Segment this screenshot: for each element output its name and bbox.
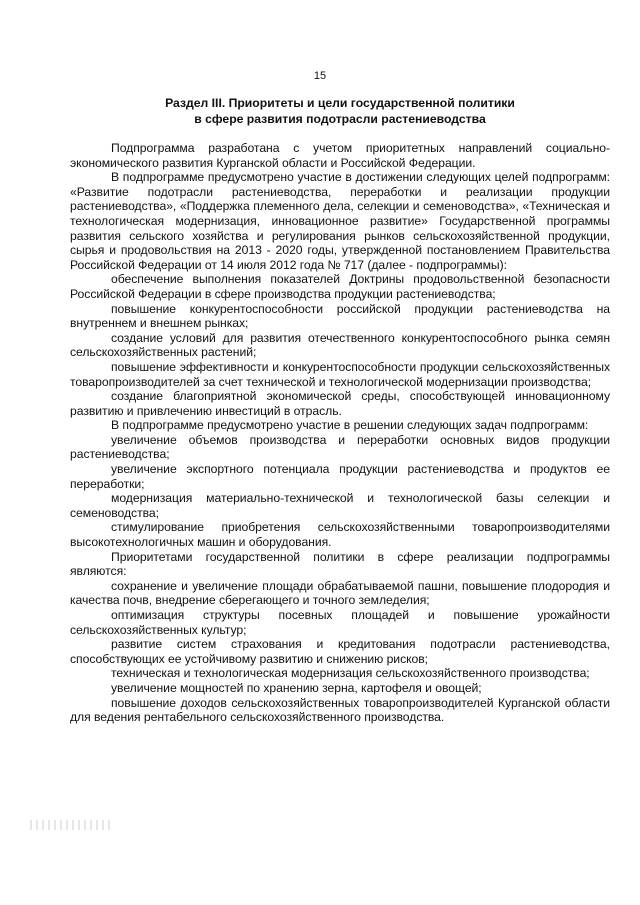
paragraph: развитие систем страхования и кредитования подотрасли растениеводства, способствующих ее устойчивому развитию и снижению рисков;: [70, 637, 610, 666]
paragraph: Приоритетами государственной политики в сфере реализации подпрограммы являются:: [70, 549, 610, 579]
paragraph: обеспечение выполнения показателей Доктрины продовольственной безопасности Российской Федерации в сфере производства продукции растениеводства;: [70, 272, 610, 301]
page-number: 15: [313, 70, 327, 82]
paragraph: повышение доходов сельскохозяйственных товаропроизводителей Курганской области для ведения рентабельного сельскохозяйственного производства.: [70, 695, 610, 725]
paragraph: Подпрограмма разработана с учетом приоритетных направлений социально-экономического развития Курганской области и Российской Федерации.: [70, 141, 610, 170]
paragraph: создание благоприятной экономической среды, способствующей инновационному развитию и привлечению инвестиций в отрасль.: [70, 389, 610, 418]
paragraph: повышение эффективности и конкурентоспособности продукции сельскохозяйственных товаропроизводителей за счет технической и технологической модернизации производства;: [70, 359, 610, 389]
paragraph: создание условий для развития отечественного конкурентоспособного рынка семян сельскохозяйственных растений;: [70, 330, 610, 360]
paragraph: модернизация материально-технической и технологической базы селекции и семеноводства;: [70, 491, 610, 520]
paragraph: техническая и технологическая модернизация сельскохозяйственного производства;: [111, 666, 590, 681]
section-heading-line-2: в сфере развития подотрасли растениеводства: [194, 112, 486, 126]
section-heading: [70, 95, 610, 127]
section-heading-line-1: Раздел III. Приоритеты и цели государственной политики: [165, 96, 515, 110]
paragraph: В подпрограмме предусмотрено участие в решении следующих задач подпрограмм:: [111, 418, 589, 433]
paragraph: увеличение экспортного потенциала продукции растениеводства и продуктов ее переработки;: [70, 462, 610, 491]
paragraph: стимулирование приобретения сельскохозяйственными товаропроизводителями высокотехнологичных машин и оборудования.: [70, 520, 610, 550]
document-body: [70, 141, 610, 725]
paragraph: увеличение мощностей по хранению зерна, картофеля и овощей;: [111, 680, 482, 695]
scan-artifact: [30, 820, 110, 830]
paragraph: В подпрограмме предусмотрено участие в достижении следующих целей подпрограмм: «Развитие подотрасли растениеводства, переработки и реализации продукции растениеводства», «Поддержка племенного дела, селекции и семеноводства», «Техническая и технологическая модернизация, инновационное развитие» Государственной программы развития сельского хозяйства и регулирования рынков сельскохозяйственной продукции, сырья и продовольствия на 2013 - 2020 годы, утвержденной постановлением Правительства Российской Федерации от 14 июля 2012 года № 717 (далее - подпрограммы):: [70, 170, 610, 272]
paragraph: сохранение и увеличение площади обрабатываемой пашни, повышение плодородия и качества почв, внедрение сберегающего и точного земледелия;: [70, 578, 610, 608]
paragraph: увеличение объемов производства и переработки основных видов продукции растениеводства;: [70, 432, 610, 462]
paragraph: повышение конкурентоспособности российской продукции растениеводства на внутреннем и внешнем рынках;: [70, 301, 610, 331]
paragraph: оптимизация структуры посевных площадей и повышение урожайности сельскохозяйственных культур;: [70, 608, 610, 637]
